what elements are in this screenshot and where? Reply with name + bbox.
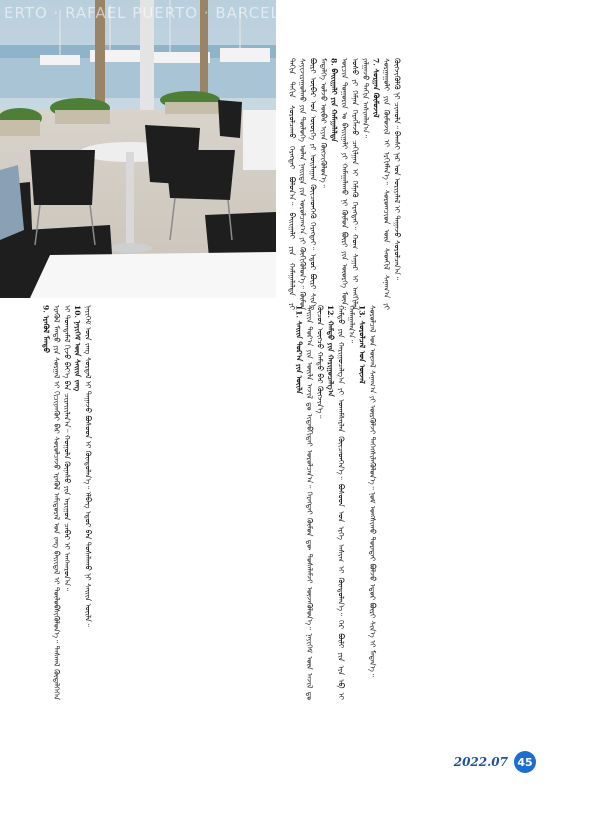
section-heading: 10. ᠨᠡᠶᠢᠭᠡᠮ ᠦᠨ ᠰᠠᠢᠢᠨ ᠵᠠᠩ [73,305,82,392]
article-column [286,58,540,310]
section-heading: 7. ᠰᠤᠷᠭᠠᠨ ᠬᠦᠮᠦᠵᠢᠯ [371,58,381,118]
article-body: ᠰᠤᠷᠭᠠᠭᠤᠯᠢ ᠶᠢᠨ ᠬᠦᠮᠦᠵᠢᠯ ᠢ ᠡᠷᠬᠢᠮᠯᠡᠨ᠎ᠡ᠃ ᠰᠤᠷᠤᠭᠴᠢᠳ ᠦᠨ ᠰᠡᠳᠬᠢᠯ ᠰᠠᠨᠠᠭ᠎ᠠ ᠶᠢ ᠬᠥᠭᠵᠢᠭᠦᠯᠬᠦ ᠨᠢ ᠴᠢᠬᠤᠯᠠ᠃ ᠪᠠᠭᠰᠢ ᠨᠠᠷ ᠤᠨ ᠤᠷᠢᠶᠠᠯᠠᠯ ᠢ ᠳᠠᠭᠠᠵᠤ ᠰᠤᠷᠤᠯᠴᠠᠨ᠎ᠠ᠃ [382,58,402,310]
article-body: ᠰᠤᠷᠤᠯᠴᠠᠯ ᠤᠨ ᠦᠵᠡᠯ ᠰᠠᠨᠠᠭ᠎ᠠ ᠶᠢ ᠦᠷᠭᠦᠯᠵᠢ ᠳᠡᠭᠡᠭᠰᠢᠯᠡᠭᠦᠯᠦᠨ᠎ᠡ᠃ ᠨᠣᠮ ᠤᠩᠰᠢᠬᠤ ᠳᠤᠷᠠᠲᠠᠢ ᠪᠣᠯᠵᠤ ᠡᠳᠦᠷ ᠪᠦᠷᠢ ᠰᠢᠨ᠎ᠡ ᠢ ᠮᠡᠳᠡᠨ᠎ᠡ᠃ [368,305,377,677]
section-heading: 8. ᠪᠠᠢᠢᠭᠠᠯᠢ ᠶᠢᠨ ᠬᠠᠮᠠᠭᠠᠯᠠᠯᠲᠠ [329,58,339,142]
section-heading: 9. ᠡᠷᠡᠭᠦᠯ ᠮᠡᠨᠳᠦ [41,305,51,354]
article-body: ᠬᠠᠮᠲᠤ ᠶᠢᠨ ᠬᠠᠷᠢᠭᠤᠴᠠᠯᠭ᠎ᠠ ᠶᠢ ᠤᠬᠠᠮᠰᠠᠷᠯᠠᠨ ᠭᠦᠢᠴᠡᠳᠬᠡᠨ᠎ᠡ᠃ ᠪᠤᠰᠤᠳ ᠤᠨ ᠡᠷᠬᠡ ᠠᠰᠢᠭ ᠢ ᠬᠦᠨᠳᠦᠯᠡᠨ᠎ᠡ᠃ ᠭᠡᠷ ᠪᠦᠯᠢ ᠶᠢᠨ ᠡᠶᠡ ᠡᠪ ᠢ ᠬᠠᠮᠠᠭᠠᠯᠠᠨ᠎ᠠ᠃ [336,305,356,700]
photo-caption: ERTO · RAFAEL PUERTO · BARCELONA [4,4,316,22]
page-footer [454,751,536,773]
section-heading: 13. ᠰᠤᠷᠤᠯᠴᠠᠯ ᠤᠨ ᠦᠵᠡᠯ [357,305,367,384]
page-number-badge: 45 [514,751,536,773]
article-body: ᠰᠠᠢᠢᠨ ᠳᠤᠷ᠎ᠠ ᠶᠢᠨ ᠦᠢᠯᠡ ᠠᠵᠢᠯ ᠳᠤ ᠢᠳᠡᠪᠬᠢᠲᠡᠢ ᠣᠷᠤᠯᠴᠠᠨ᠎ᠠ᠃ ᠬᠡᠷᠡᠭᠲᠡᠢ ᠬᠦᠮᠦᠨ ᠳᠦ ᠲᠤᠰᠠᠯᠠᠮᠵᠢ ᠦᠵᠡᠭᠦᠯᠦᠨ᠎ᠡ᠃ ᠨᠡᠶᠢᠭᠡᠮ ᠦᠨ ᠠᠵᠢᠯ ᠳᠤ ᠬᠥᠴᠥᠨ ᠥᠭᠴᠦ ᠬᠠᠮᠲᠤ ᠪᠡᠷ ᠬᠥᠭᠵᠢᠨ᠎ᠡ᠃ [305,305,325,700]
section-heading: 11. ᠰᠠᠢᠢᠨ ᠳᠤᠷ᠎ᠠ ᠶᠢᠨ ᠦᠢᠯᠡ [294,305,304,394]
article-body: ᠡᠷᠡᠭᠦᠯ ᠮᠡᠨᠳᠦ ᠶᠢᠨ ᠰᠤᠷᠭᠠᠯ ᠢ ᠬᠢᠴᠢᠶᠡᠨᠭᠦᠢ ᠪᠠᠷ ᠰᠤᠷᠤᠯᠴᠠᠵᠤ ᠡᠷᠡᠭᠦᠯ ᠠᠮᠢᠳᠤᠷᠠᠯ ᠤᠨ ᠵᠠᠩ ᠪᠠᠢᠢᠳᠠᠯ ᠢ ᠲᠥᠯᠥᠪᠰᠢᠭᠦᠯᠦᠨ᠎ᠡ᠃ ᠳᠠᠰᠬᠠᠯ ᠬᠥᠳᠡᠯᠭᠡᠭᠡᠨ ᠢ ᠲᠣᠭᠲᠠᠮᠠᠯ ᠬᠢᠵᠦ ᠪᠡᠶ᠎ᠡ ᠪᠡᠨ ᠴᠢᠷᠠᠢᠢᠯᠠᠨ᠎ᠠ᠃ ᠬᠣᠭᠣᠯᠠ ᠬᠦᠨᠡᠰᠦ ᠶᠢᠨ ᠠᠷᠢᠭᠤᠨ ᠴᠡᠪᠡᠷ ᠢ ᠠᠩᠬᠠᠷᠤᠨ᠎ᠠ᠃ [52,305,72,700]
article-body: ᠳᠠᠬᠢᠨ ᠳᠠᠬᠢᠨ ᠰᠤᠷᠤᠯᠴᠠᠬᠤ ᠬᠡᠷᠡᠭᠲᠡᠢ ᠪᠣᠯᠤᠨ᠎ᠠ᠃ ᠪᠠᠢᠢᠭᠠᠯᠢ ᠶᠢᠨ ᠬᠠᠮᠠᠭᠠᠯᠠᠯᠲᠠ ᠶᠢ ᠰᠠᠶᠢᠵᠢᠷᠠᠭᠤᠯᠬᠤ ᠶᠢᠨ ᠲᠥᠯᠥᠭᠡ ᠣᠯᠠᠨ ᠨᠡᠢᠢᠲᠡ ᠶᠢᠨ ᠣᠷᠤᠯᠴᠠᠭ᠎ᠠ ᠶᠢ ᠬᠥᠬᠢᠭᠦᠯᠦᠨ᠎ᠡ᠃ ᠬᠦᠮᠦᠨ ᠪᠦᠷᠢ ᠥᠪᠡᠷ ᠤᠨ ᠦᠦᠷᠭᠡ ᠶᠢ ᠣᠢᠯᠠᠭᠠᠨ ᠭᠦᠢᠴᠡᠳᠬᠡᠬᠦ ᠬᠡᠷᠡᠭᠲᠡᠢ᠃ ᠡᠳᠦᠷ ᠪᠦᠷᠢ ᠰᠢᠨ᠎ᠡ ᠮᠡᠳᠡᠯᠭᠡ ᠣᠯᠵᠤ ᠥᠪᠡᠷ ᠢᠶᠡᠨ ᠬᠥᠭᠵᠢᠭᠦᠯᠦᠨ᠎ᠡ᠃ [287,58,328,310]
article-column [293,305,540,700]
article-body: ᠨᠡᠶᠢᠭᠡᠮ ᠦᠨ ᠵᠠᠩ ᠰᠤᠷᠲᠠᠯ ᠢ ᠳᠠᠭᠠᠵᠤ ᠪᠤᠰᠤᠳ ᠢ ᠬᠦᠨᠳᠦᠯᠡᠨ᠎ᠡ᠃ ᠡᠯᠪᠡᠭ ᠡᠳᠦᠷ ᠪᠠᠨ ᠲᠤᠰᠠᠯᠠᠬᠤ ᠨᠢ ᠰᠠᠢᠢᠨ ᠦᠢᠯᠡ᠃ [83,305,93,627]
article-column [40,305,287,700]
article-body: ᠣᠷᠴᠢᠨ ᠲᠣᠭᠣᠷᠢᠨ ᠤ ᠪᠠᠢᠢᠭᠠᠯᠢ ᠶᠢ ᠬᠠᠮᠠᠭᠠᠯᠠᠬᠤ ᠨᠢ ᠬᠦᠮᠦᠨ ᠪᠦᠷᠢ ᠶᠢᠨ ᠦᠦᠷᠭᠡ ᠮᠥᠨ᠃ ᠤᠰᠤ ᠶᠢ ᠬᠡᠮᠨᠡᠨ ᠬᠡᠷᠡᠭᠯᠡᠵᠦ ᠴᠠᠬᠢᠯᠭᠠᠨ ᠢ ᠬᠡᠮᠨᠡᠬᠦ ᠬᠡᠷᠡᠭᠲᠡᠢ᠃ ᠬᠣᠭ ᠰᠠᠭᠠᠷ ᠢ ᠠᠩᠭᠢᠯᠠᠨ ᠶᠠᠯᠭᠠᠵᠤ ᠳᠠᠬᠢᠨ ᠠᠰᠢᠭᠯᠠᠨ᠎ᠠ᠃ [340,58,370,310]
issue-date: 2022.07 [453,755,508,769]
section-heading: 12. ᠬᠠᠮᠲᠤ ᠶᠢᠨ ᠬᠠᠷᠢᠭᠤᠴᠠᠯᠭ᠎ᠠ [326,305,335,397]
